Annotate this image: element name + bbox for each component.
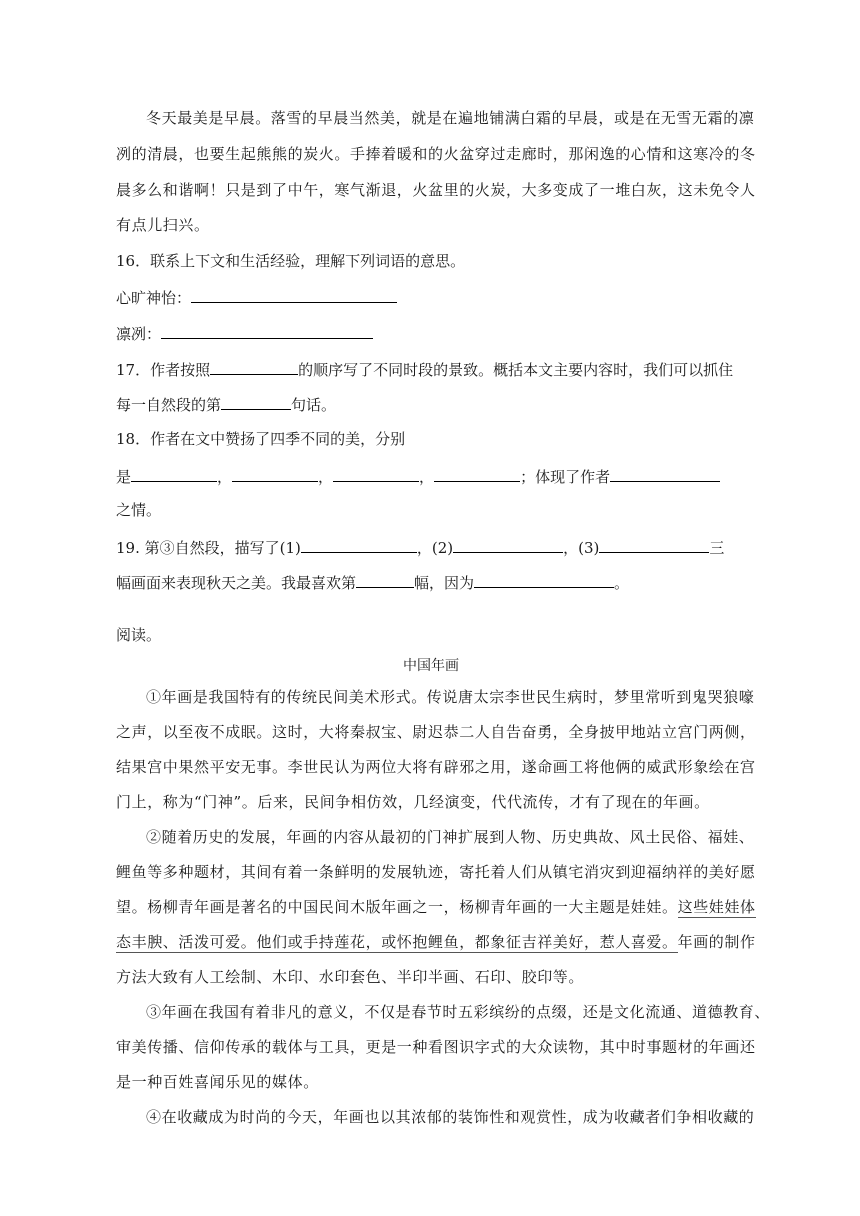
article-p2-line-1: ②随着历史的发展，年画的内容从最初的门神扩展到人物、历史典故、风土民俗、福娃、 <box>146 828 755 846</box>
answer-blank-season-1[interactable] <box>131 465 217 482</box>
question-18-line-2 <box>116 465 746 487</box>
passage1-line-1: 冬天最美是早晨。落雪的早晨当然美，就是在遍地铺满白霜的早晨，或是在无雪无霜的凛 <box>146 109 755 127</box>
question-19-line-1 <box>116 536 746 558</box>
question-16-stem: 16．联系上下文和生活经验，理解下列词语的意思。 <box>116 252 466 270</box>
underlined-sentence: 态丰腴、活泼可爱。他们或手持莲花，或怀抱鲤鱼，都象征吉祥美好，惹人喜爱。 <box>116 933 678 951</box>
question-19-text: 19. 第③自然段，描写了(1) <box>116 539 301 557</box>
answer-blank-season-3[interactable] <box>333 465 419 482</box>
passage1-line-4: 有点儿扫兴。 <box>116 216 210 234</box>
answer-blank-scene-2[interactable] <box>453 536 563 553</box>
article-title: 中国年画 <box>403 658 459 674</box>
answer-blank-scene-3[interactable] <box>599 536 709 553</box>
answer-blank-season-2[interactable] <box>232 465 318 482</box>
question-16-term1-row <box>116 286 746 308</box>
article-text: 望。杨柳青年画是著名的中国民间木版年画之一，杨柳青年画的一大主题是娃娃。 <box>116 898 678 916</box>
question-17-line-2 <box>116 393 746 415</box>
question-16-term2-row <box>116 322 746 344</box>
question-17-text: 句话。 <box>291 396 337 414</box>
answer-blank-season-4[interactable] <box>434 465 520 482</box>
punctuation: 。 <box>614 574 630 592</box>
article-p1-line-2: 之声，以至夜不成眠。这时，大将秦叔宝、尉迟恭二人自告奋勇，全身披甲地站立宫门两侧， <box>116 723 756 741</box>
article-p4-line-1: ④在收藏成为时尚的今天，年画也以其浓郁的装饰性和观赏性，成为收藏者们争相收藏的 <box>146 1108 755 1126</box>
punctuation: ， <box>419 468 435 486</box>
question-17-text: 的顺序写了不同时段的景致。概括本文主要内容时，我们可以抓住 <box>298 361 734 379</box>
article-p2-line-5: 方法大致有人工绘制、木印、水印套色、半印半画、石印、胶印等。 <box>116 968 585 986</box>
article-p3-line-2: 审美传播、信仰传承的载体与工具，更是一种看图识字式的大众读物，其中时事题材的年画还 <box>116 1038 756 1056</box>
question-19-line-2 <box>116 571 746 593</box>
question-18-text: ；体现了作者 <box>520 468 611 486</box>
question-18-text: 是 <box>116 468 132 486</box>
answer-blank-xinkuangshenyi[interactable] <box>191 286 397 303</box>
article-p1-line-4: 门上，称为“门神”。后来，民间争相仿效，几经演变，代代流传，才有了现在的年画。 <box>116 793 710 811</box>
question-19-text: ，(2) <box>416 539 454 557</box>
passage1-line-3: 晨多么和谐啊！只是到了中午，寒气渐退，火盆里的火炭，大多变成了一堆白灰，这未免令人 <box>116 181 756 199</box>
question-19-text: 三 <box>709 539 725 557</box>
question-19-text: ，(3) <box>563 539 600 557</box>
article-p2-line-3 <box>116 897 756 917</box>
question-17-line-1 <box>116 358 746 380</box>
section-label: 阅读。 <box>116 626 162 644</box>
question-17-text: 每一自然段的第 <box>116 396 222 414</box>
answer-blank-favorite[interactable] <box>356 571 414 588</box>
passage1-line-2: 冽的清晨，也要生起熊熊的炭火。手捧着暖和的火盆穿过走廊时，那闲逸的心情和这寒冷的冬 <box>116 145 756 163</box>
question-17-text: 17．作者按照 <box>116 361 211 379</box>
answer-blank-order[interactable] <box>210 358 298 375</box>
punctuation: ， <box>217 468 233 486</box>
answer-blank-feeling[interactable] <box>610 465 720 482</box>
article-p2-line-2: 鲤鱼等多种题材，其间有着一条鲜明的发展轨迹，寄托着人们从镇宅消灾到迎福纳祥的美好愿 <box>116 863 756 881</box>
term-label: 凛冽： <box>116 325 162 343</box>
article-p1-line-1: ①年画是我国特有的传统民间美术形式。传说唐太宗李世民生病时，梦里常听到鬼哭狼嚎 <box>146 688 755 706</box>
question-18-line-1: 18．作者在文中赞扬了四季不同的美，分别 <box>116 430 406 448</box>
article-p3-line-3: 是一种百姓喜闻乐见的媒体。 <box>116 1073 319 1091</box>
term-label: 心旷神怡： <box>116 289 192 307</box>
answer-blank-linlie[interactable] <box>161 322 373 339</box>
question-19-text: 幅，因为 <box>414 574 475 592</box>
answer-blank-reason[interactable] <box>474 571 614 588</box>
answer-blank-sentence[interactable] <box>221 393 291 410</box>
article-p3-line-1: ③年画在我国有着非凡的意义，不仅是春节时五彩缤纷的点缀，还是文化流通、道德教育、 <box>146 1003 771 1021</box>
question-18-line-3: 之情。 <box>116 501 162 519</box>
punctuation: ， <box>318 468 334 486</box>
article-p2-line-4 <box>116 932 756 952</box>
underlined-sentence: 这些娃娃体 <box>677 898 756 916</box>
question-19-text: 幅画面来表现秋天之美。我最喜欢第 <box>116 574 357 592</box>
answer-blank-scene-1[interactable] <box>301 536 417 553</box>
article-p1-line-3: 结果宫中果然平安无事。李世民认为两位大将有辟邪之用，遂命画工将他俩的威武形象绘在宫 <box>116 758 756 776</box>
article-text: 年画的制作 <box>677 933 756 951</box>
